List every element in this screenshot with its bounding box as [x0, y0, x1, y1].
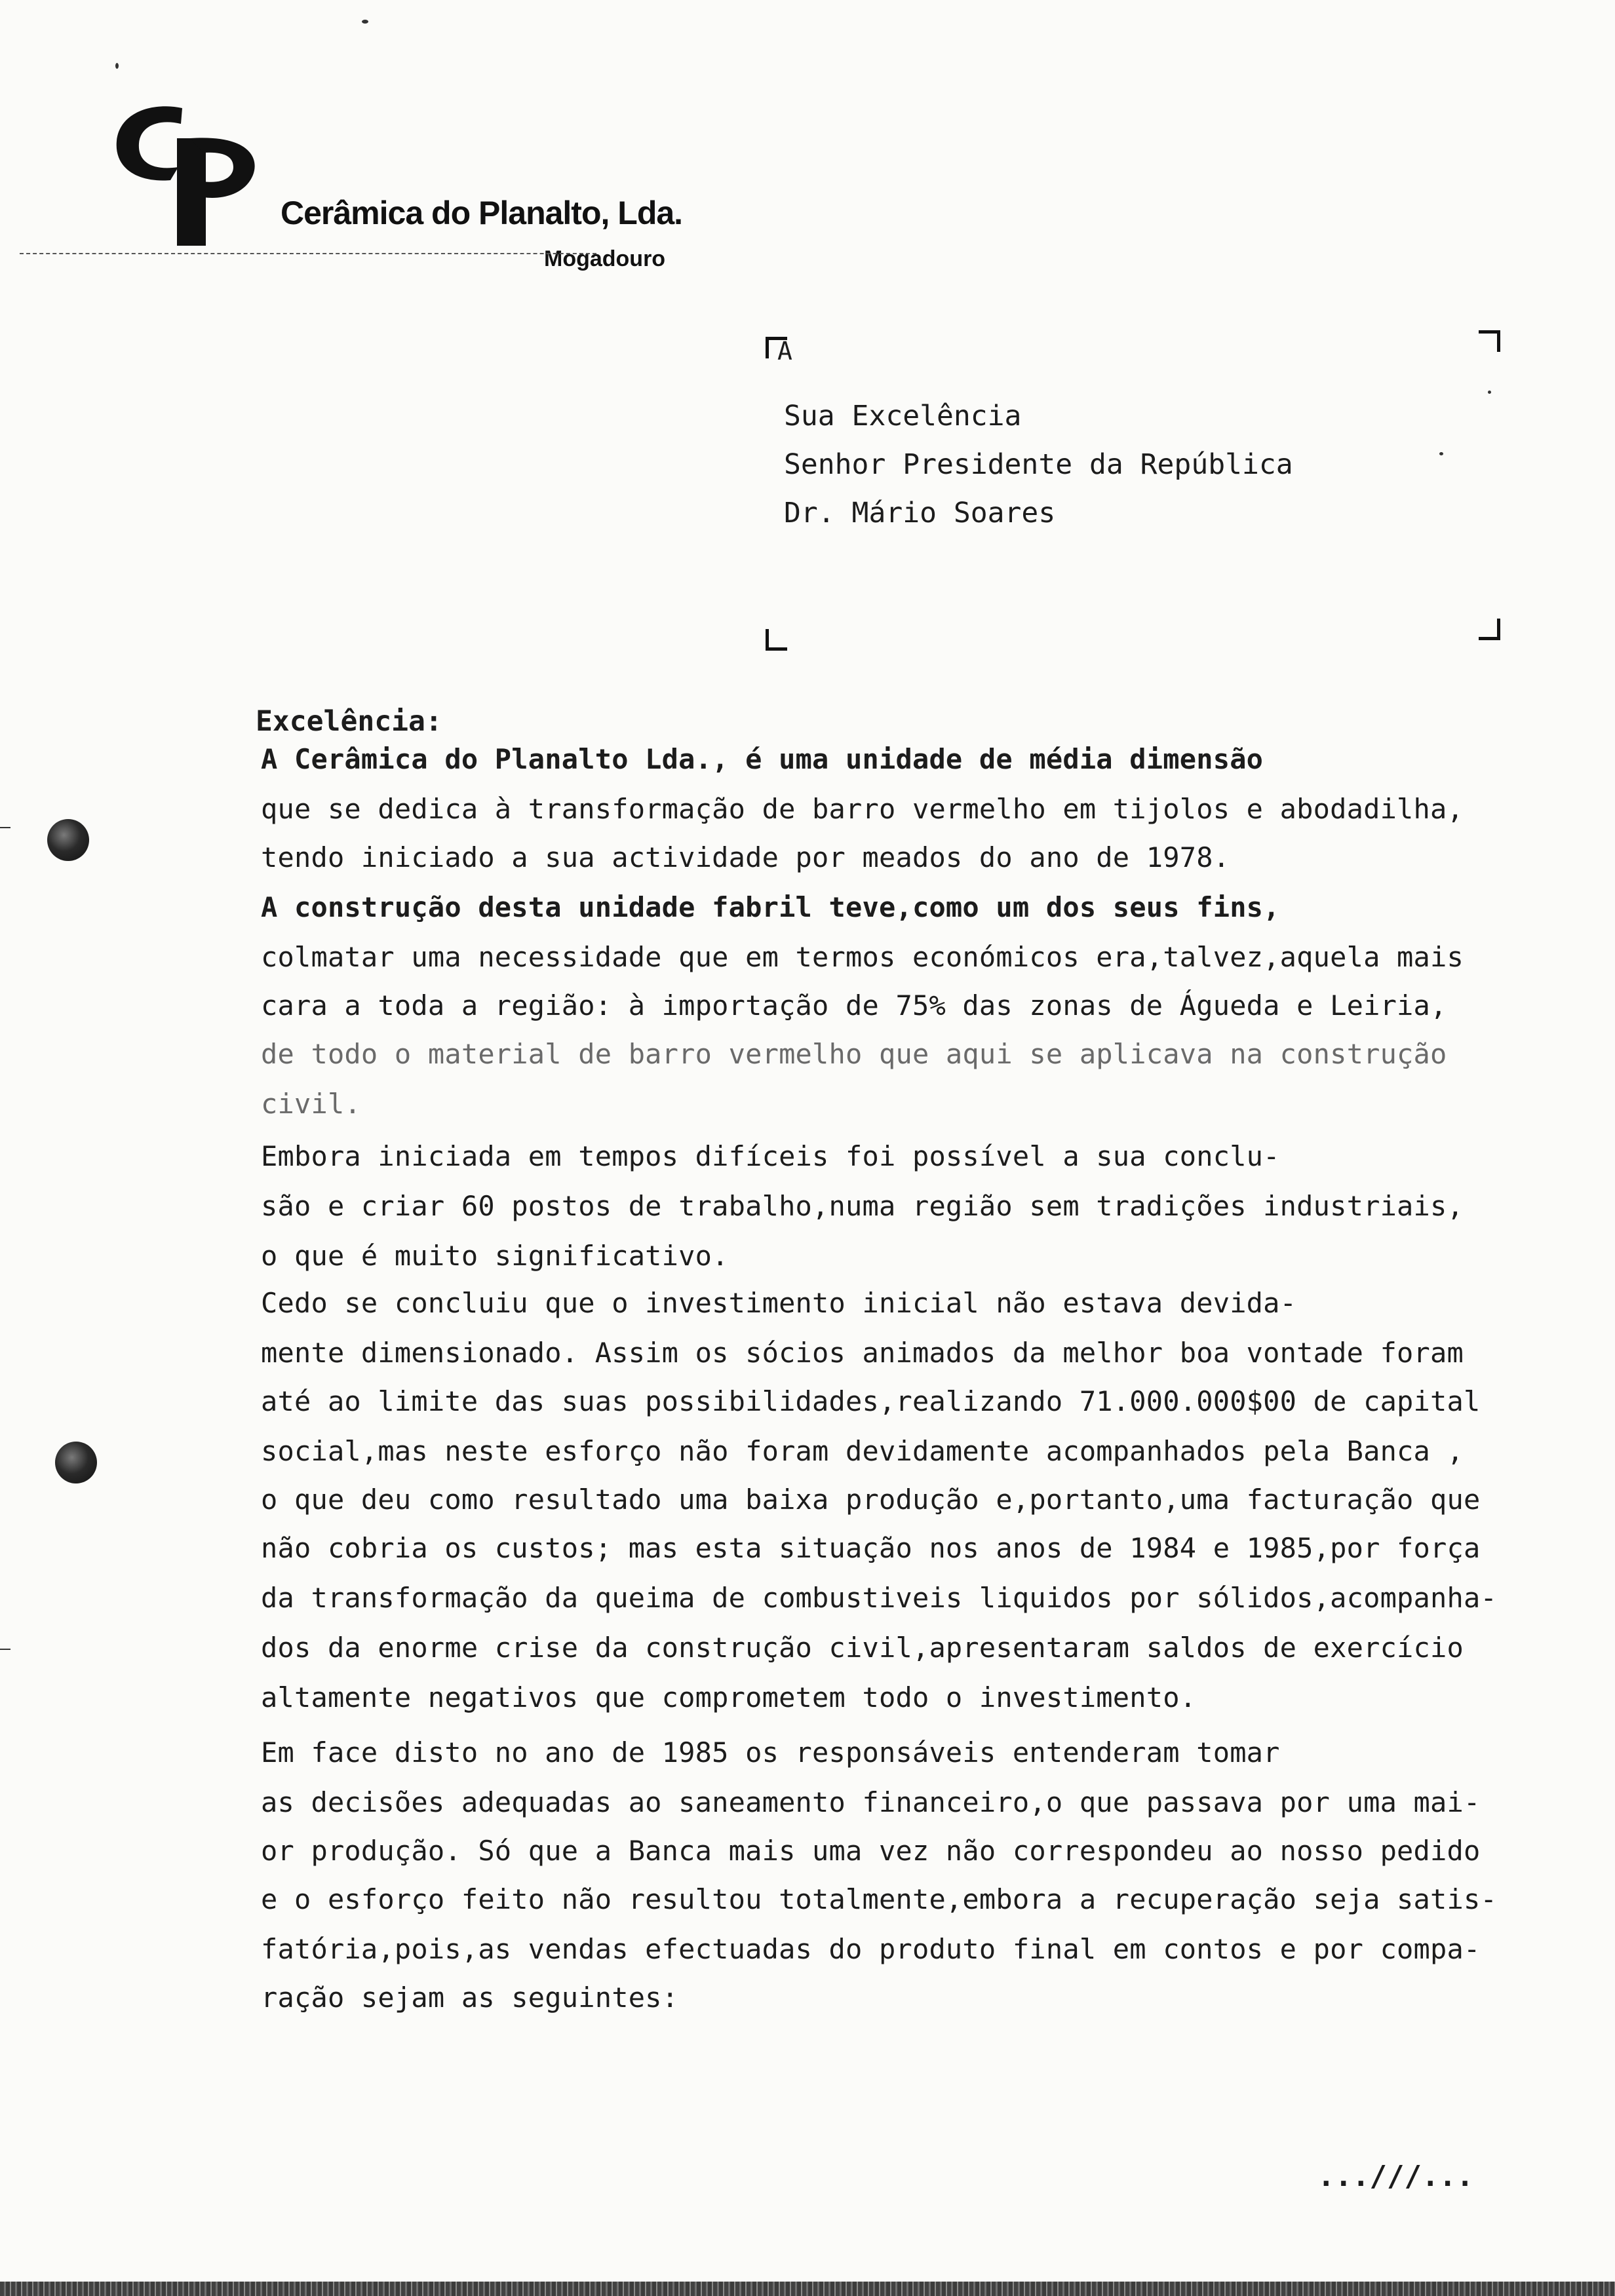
- salutation: Excelência:: [256, 705, 442, 738]
- body-text-line: são e criar 60 postos de trabalho,numa região sem tradições industriais,: [261, 1190, 1464, 1222]
- body-text-line: or produção. Só que a Banca mais uma vez não correspondeu ao nosso pedido: [261, 1835, 1481, 1867]
- scan-speck: [115, 63, 119, 69]
- body-text-line: civil.: [261, 1088, 361, 1120]
- scan-speck: [1439, 452, 1443, 455]
- body-text-line: mente dimensionado. Assim os sócios animados da melhor boa vontade foram: [261, 1337, 1464, 1369]
- address-corner-bottom-left: [766, 629, 787, 651]
- body-text-line: altamente negativos que comprometem todo o investimento.: [261, 1681, 1197, 1713]
- address-window-label: A: [777, 337, 792, 366]
- edge-mark: [0, 827, 10, 828]
- address-corner-bottom-right: [1479, 619, 1500, 640]
- body-text-line: A construção desta unidade fabril teve,como um dos seus fins,: [261, 891, 1280, 923]
- recipient-line: Dr. Mário Soares: [784, 497, 1056, 529]
- company-logo-cp-monogram: [105, 95, 262, 252]
- company-city: Mogadouro: [544, 246, 666, 271]
- body-text-line: as decisões adequadas ao saneamento financeiro,o que passava por uma mai-: [261, 1786, 1481, 1818]
- body-text-line: Embora iniciada em tempos difíceis foi possível a sua conclu-: [261, 1140, 1280, 1172]
- body-text-line: até ao limite das suas possibilidades,realizando 71.000.000$00 de capital: [261, 1385, 1481, 1417]
- letterhead-divider: [20, 253, 596, 254]
- body-text-line: não cobria os custos; mas esta situação nos anos de 1984 e 1985,por força: [261, 1532, 1481, 1564]
- body-text-line: que se dedica à transformação de barro vermelho em tijolos e abodadilha,: [261, 793, 1464, 825]
- body-text-line: tendo iniciado a sua actividade por meados do ano de 1978.: [261, 841, 1230, 873]
- edge-mark: [0, 1649, 10, 1650]
- recipient-line: Senhor Presidente da República: [784, 448, 1293, 481]
- page-continuation-mark: ...///...: [1317, 2160, 1474, 2193]
- punch-hole: [55, 1442, 97, 1483]
- punch-hole: [47, 819, 89, 861]
- body-text-line: cara a toda a região: à importação de 75% das zonas de Águeda e Leiria,: [261, 989, 1447, 1022]
- body-text-line: e o esforço feito não resultou totalmente,embora a recuperação seja satis-: [261, 1883, 1497, 1915]
- company-name: Cerâmica do Planalto, Lda.: [281, 195, 683, 231]
- address-corner-top-right: [1479, 330, 1500, 352]
- scan-speck: [1488, 391, 1491, 394]
- body-text-line: dos da enorme crise da construção civil,apresentaram saldos de exercício: [261, 1632, 1464, 1664]
- body-text-line: da transformação da queima de combustiveis liquidos por sólidos,acompanha-: [261, 1582, 1497, 1614]
- body-text-line: o que é muito significativo.: [261, 1240, 729, 1272]
- body-text-line: colmatar uma necessidade que em termos económicos era,talvez,aquela mais: [261, 941, 1464, 973]
- body-text-line: Em face disto no ano de 1985 os responsáveis entenderam tomar: [261, 1736, 1280, 1769]
- body-text-line: social,mas neste esforço não foram devidamente acompanhados pela Banca ,: [261, 1435, 1464, 1467]
- body-text-line: A Cerâmica do Planalto Lda., é uma unidade de média dimensão: [261, 743, 1264, 775]
- scan-bottom-edge: [0, 2282, 1615, 2296]
- body-text-line: de todo o material de barro vermelho que aqui se aplicava na construção: [261, 1038, 1447, 1070]
- body-text-line: ração sejam as seguintes:: [261, 1981, 679, 2014]
- body-text-line: o que deu como resultado uma baixa produção e,portanto,uma facturação que: [261, 1483, 1481, 1516]
- body-text-line: Cedo se concluiu que o investimento inicial não estava devida-: [261, 1287, 1297, 1319]
- scan-speck: [362, 20, 368, 24]
- body-text-line: fatória,pois,as vendas efectuadas do produto final em contos e por compa-: [261, 1933, 1481, 1965]
- recipient-line: Sua Excelência: [784, 400, 1022, 432]
